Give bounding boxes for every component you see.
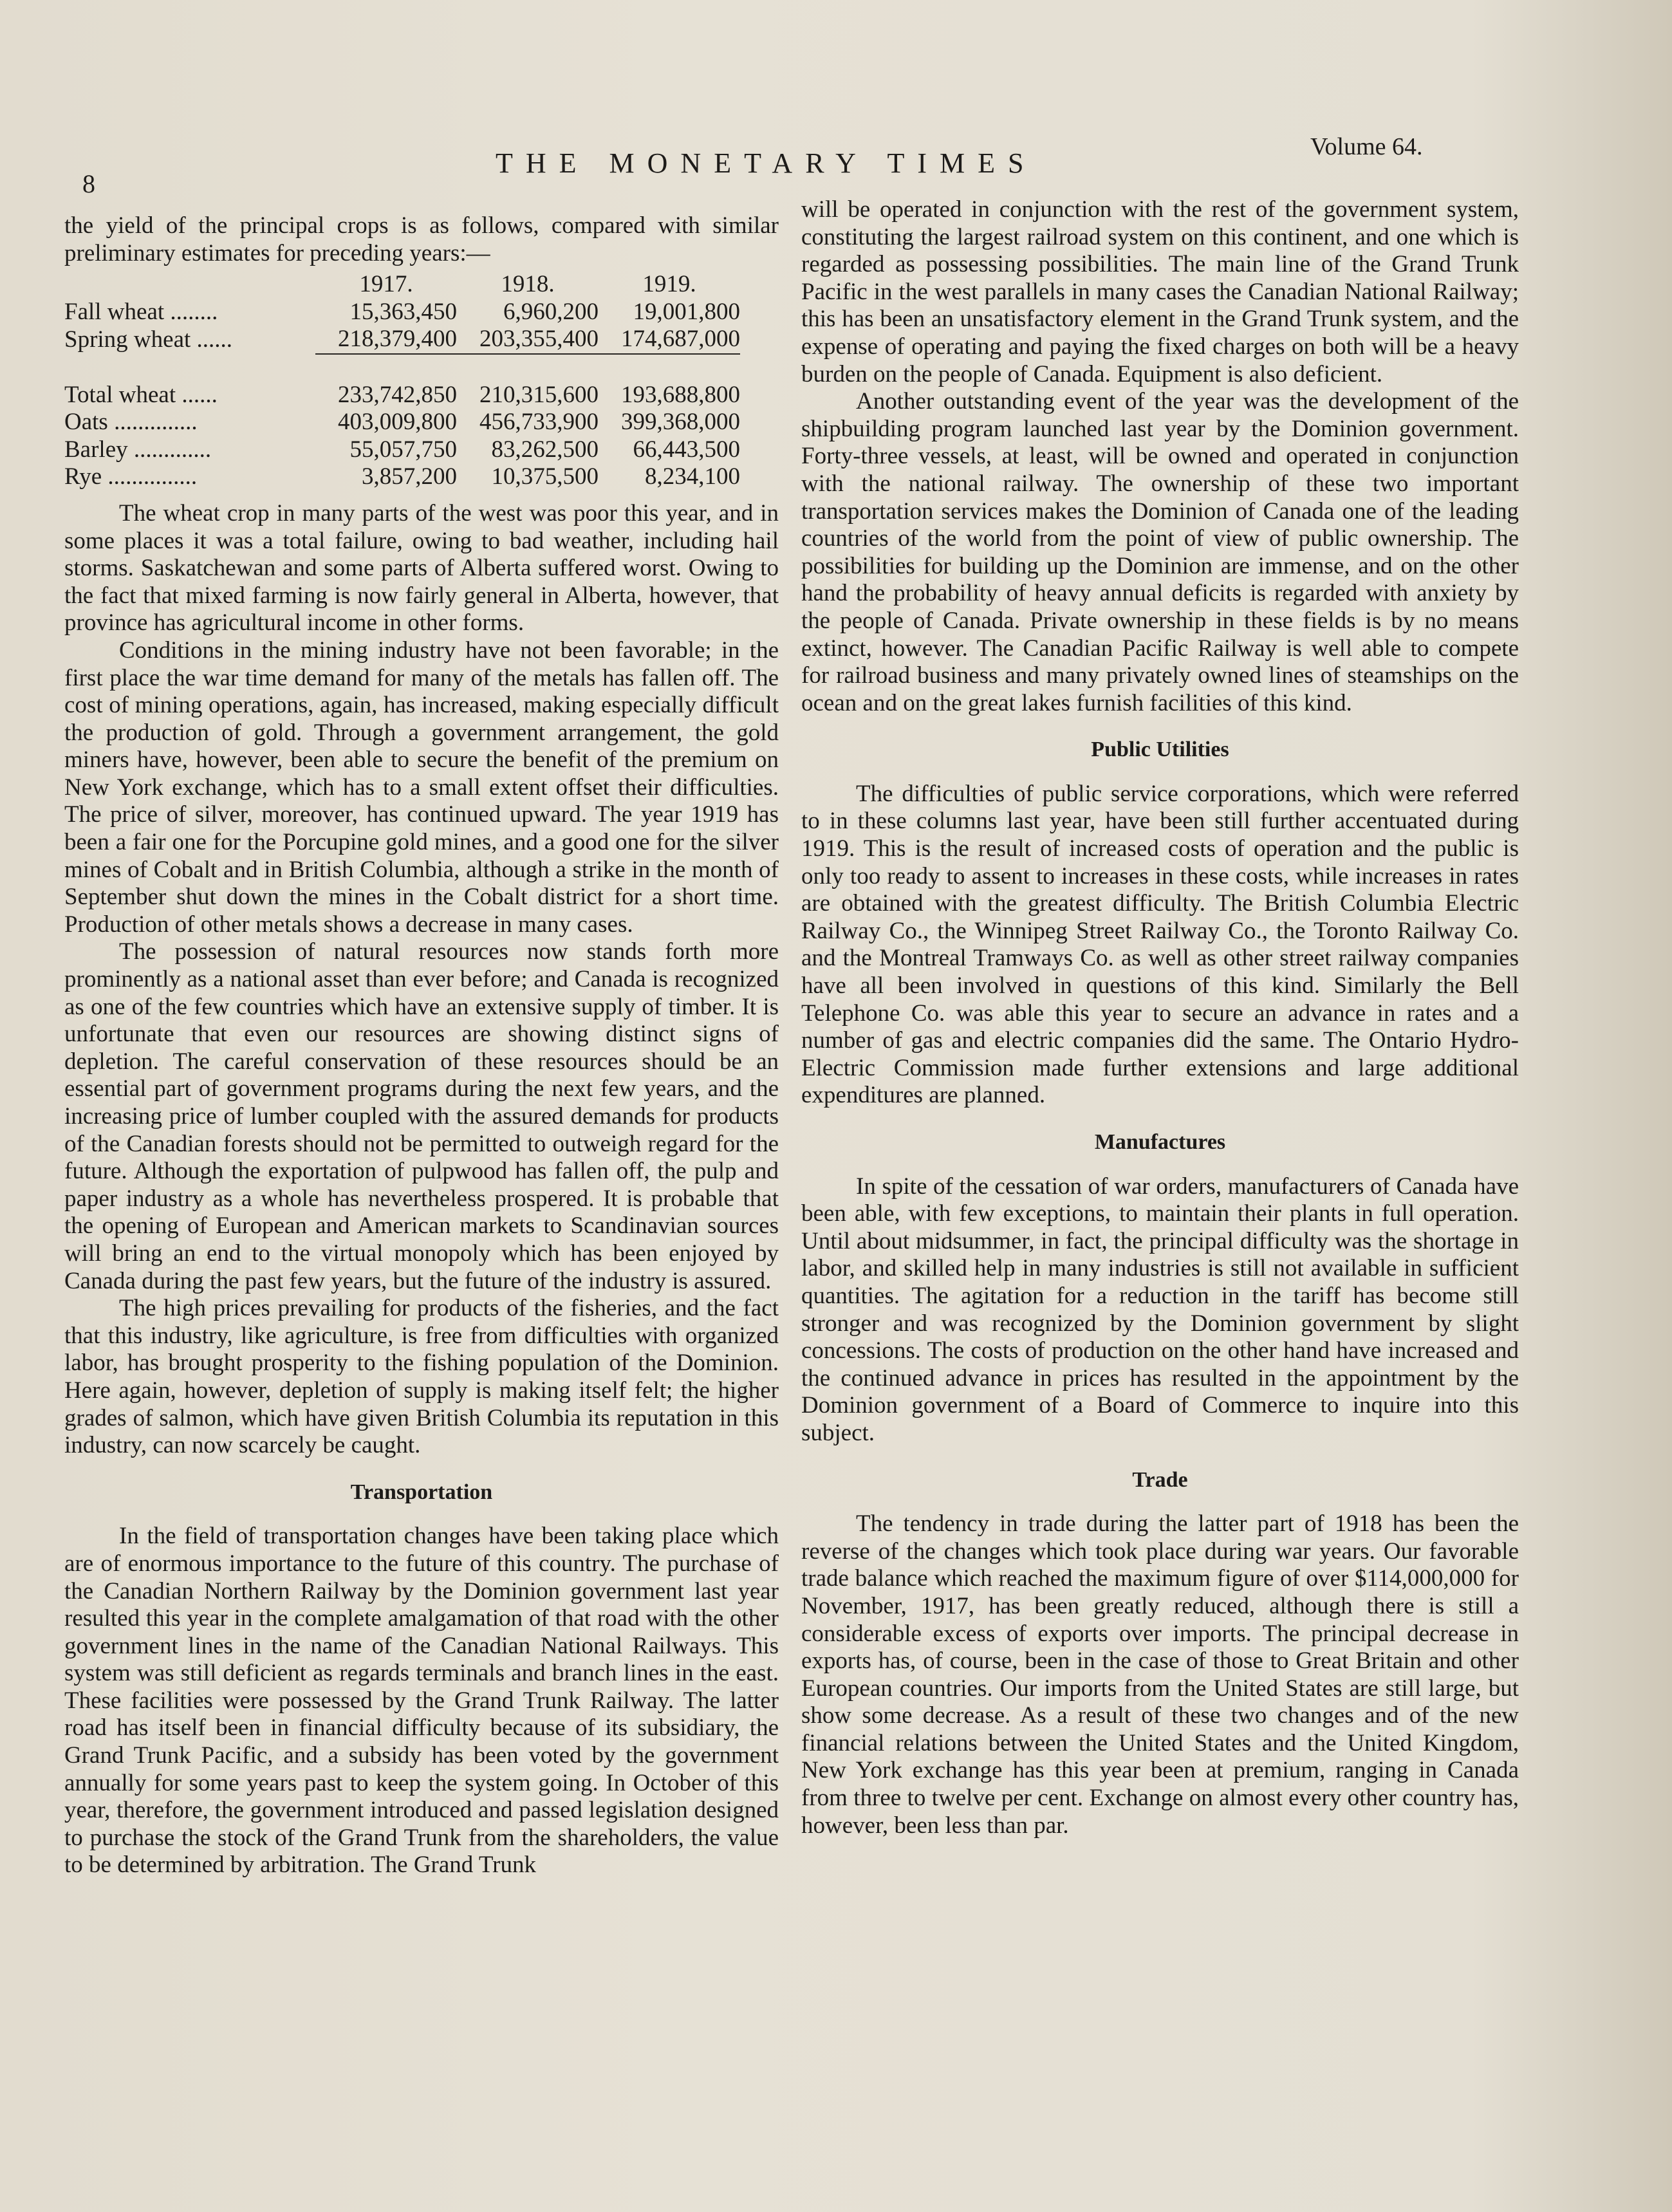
crop-value: 456,733,900	[479, 409, 599, 436]
paragraph-resources: The possession of natural resources now stands forth more prominently as a national asset than ever before; and Canada is recognized as one of the few countries which have an extensive supply of timber. It is unfortunate that even our resources are showing distinct signs of depletion. The careful conservation of these resources should be an essential part of government programs during the next few years, and the increasing price of lumber coupled with the assured demands for products of the Canadian forests should not be permitted to outweigh regard for the future. Although the exportation of pulpwood has fallen off, the pulp and paper industry as a whole has nevertheless prospered. It is probable that the opening of European and American markets to Scandinavian sources will bring an end to the virtual monopoly which has been enjoyed by Canada during the past few years, but the future of the industry is assured.	[64, 938, 779, 1294]
paragraph-fisheries: The high prices prevailing for products of the fisheries, and the fact that this industry, like agriculture, is free from difficulties with organized labor, has brought prosperity to the fishing population of the Dominion. Here again, however, depletion of supply is making itself felt; the higher grades of salmon, which have given British Columbia its reputation in this industry, can now scarcely be caught.	[64, 1295, 779, 1459]
crop-value: 55,057,750	[349, 436, 457, 463]
table-row	[64, 436, 740, 464]
table-row	[64, 409, 740, 436]
crop-value: 19,001,800	[633, 298, 740, 325]
paragraph-wheat: The wheat crop in many parts of the west was poor this year, and in some places it was a total failure, owing to bad weather, including hail storms. Saskatchewan and some parts of Alberta suffered worst. Owing to the fact that mixed farming is now fairly general in Alberta, however, that province has agricultural income in other forms.	[64, 499, 779, 637]
crop-value: 6,960,200	[503, 298, 599, 325]
crops-intro: the yield of the principal crops is as follows, compared with similar preliminary estimates for preceding years:—	[64, 212, 779, 266]
left-column	[64, 212, 779, 1879]
year-header: 1917.	[359, 271, 413, 298]
page-header	[0, 129, 1672, 198]
section-heading-trade: Trade	[1132, 1467, 1188, 1492]
crop-label: Total wheat ......	[64, 381, 218, 408]
paragraph-grand-trunk-continued: will be operated in conjunction with the rest of the government system, constituting the largest railroad system on this continent, and one which is regarded as possessing possibilities. The main line of the Grand Trunk Pacific in the west parallels in many cases the Canadian National Railway; this has been an unsatisfactory element in the Grand Trunk system, and the expense of operating and paying the fixed charges on both will be a heavy burden on the people of Canada. Equipment is also deficient.	[801, 196, 1519, 387]
crop-label: Rye ...............	[64, 463, 198, 490]
crop-value: 15,363,450	[349, 298, 457, 325]
table-row	[64, 299, 740, 326]
table-row	[64, 463, 740, 491]
volume-label: Volume 64.	[1310, 133, 1423, 160]
year-header: 1918.	[501, 271, 555, 298]
paragraph-shipbuilding: Another outstanding event of the year was the development of the shipbuilding program launched last year by the Dominion government. Forty-three vessels, at least, will be owned and operated in conjunction with the national railway. The ownership of these two important transportation services makes the Dominion of Canada one of the leading countries of the world from the point of view of public ownership. The possibilities for building up the Dominion are immense, and on the other hand the probability of heavy annual deficits is regarded with anxiety by the people of Canada. Private ownership in these fields is by no means extinct, however. The Canadian Pacific Railway is well able to compete for railroad business and many privately owned lines of steamships on the ocean and on the great lakes furnish facilities of this kind.	[801, 388, 1519, 716]
paragraph-transportation: In the field of transportation changes have been taking place which are of enormous importance to the future of this country. The purchase of the Canadian Northern Railway by the Dominion government last year resulted this year in the complete amalgamation of that road with the other government lines in the name of the Canadian National Railways. This system was still deficient as regards terminals and branch lines in the east. These facilities were possessed by the Grand Trunk Railway. The latter road has itself been in financial difficulty because of its subsidiary, the Grand Trunk Pacific, and a subsidy has been voted by the government annually for some years past to keep the system going. In October of this year, therefore, the government introduced and passed legislation designed to purchase the stock of the Grand Trunk from the shareholders, the value to be determined by arbitration. The Grand Trunk	[64, 1523, 779, 1879]
right-column	[801, 196, 1519, 1839]
crop-label: Barley .............	[64, 436, 212, 463]
crop-value: 66,443,500	[633, 436, 740, 463]
total-rule	[64, 354, 740, 382]
crop-value: 193,688,800	[621, 381, 740, 408]
crop-value: 399,368,000	[621, 409, 740, 436]
paragraph-manufactures: In spite of the cessation of war orders, manufacturers of Canada have been able, with few exceptions, to maintain their plants in full operation. Until about midsummer, in fact, the principal difficulty was the shortage in labor, and skilled help in many industries is still not available in sufficient quantities. The agitation for a reduction in the tariff has become still stronger and was recognized by the Dominion government by slight concessions. The costs of production on the other hand have increased and the continued advance in prices has resulted in the appointment by the Dominion government of a Board of Commerce to inquire into this subject.	[801, 1173, 1519, 1446]
crop-value: 218,379,400	[338, 326, 457, 353]
crop-value: 10,375,500	[491, 463, 599, 490]
table-row	[64, 382, 740, 409]
crop-label: Spring wheat ......	[64, 326, 233, 353]
section-heading-public-utilities: Public Utilities	[1091, 738, 1229, 762]
crop-value: 83,262,500	[491, 436, 599, 463]
crop-label: Fall wheat ........	[64, 298, 218, 325]
paragraph-public-utilities: The difficulties of public service corporations, which were referred to in these columns last year, have been still further accentuated during 1919. This is the result of increased costs of operation and the public is only too ready to assent to increases in these costs, while increases in rates are obtained with the greatest difficulty. The British Columbia Electric Railway Co., the Winnipeg Street Railway Co., the Toronto Railway Co. and the Montreal Tramways Co. as well as other street railway companies have all been involved in questions of this kind. Similarly the Bell Telephone Co. was able this year to secure an advance in rates and a number of gas and electric companies did the same. The Ontario Hydro-Electric Commission made further extensions and large additional expenditures are planned.	[801, 780, 1519, 1109]
crop-label: Oats ..............	[64, 409, 198, 436]
year-header: 1919.	[642, 271, 696, 298]
crop-value: 203,355,400	[479, 326, 599, 353]
crop-value: 403,009,800	[338, 409, 457, 436]
section-heading-manufactures: Manufactures	[1094, 1130, 1226, 1154]
section-heading-transportation: Transportation	[350, 1480, 493, 1504]
paragraph-trade: The tendency in trade during the latter part of 1918 has been the reverse of the changes which took place during war years. Our favorable trade balance which reached the maximum figure of over $114,000,000 for November, 1917, has been greatly reduced, although there is still a considerable excess of exports over imports. The principal decrease in exports has, of course, been in the case of those to Great Britain and other European countries. Our imports from the United States are still large, but show some decrease. As a result of these two changes and of the new financial relations between the United States and the United Kingdom, New York exchange has this year been at premium, ranging in Canada from three to twelve per cent. Exchange on almost every other country has, however, been less than par.	[801, 1510, 1519, 1839]
crop-value: 210,315,600	[479, 381, 599, 408]
crop-value: 8,234,100	[645, 463, 740, 490]
crop-value: 174,687,000	[621, 326, 740, 353]
crop-value: 3,857,200	[362, 463, 457, 490]
table-row	[64, 326, 740, 354]
crop-yield-table	[64, 271, 740, 491]
crop-value: 233,742,850	[338, 381, 457, 408]
publication-title: THE MONETARY TIMES	[496, 147, 1037, 179]
table-header-row	[64, 271, 740, 299]
paragraph-mining: Conditions in the mining industry have not been favorable; in the first place the war time demand for many of the metals has fallen off. The cost of mining operations, again, has increased, making especially difficult the production of gold. Through a government arrangement, the gold miners have, however, been able to secure the benefit of the premium on New York exchange, which has to a small extent offset their difficulties. The price of silver, moreover, has continued upward. The year 1919 has been a fair one for the Porcupine gold mines, and a good one for the silver mines of Cobalt and in British Columbia, although a strike in the month of September shut down the mines in the Cobalt district for a short time. Production of other metals shows a decrease in many cases.	[64, 637, 779, 938]
page-number: 8	[82, 169, 95, 198]
